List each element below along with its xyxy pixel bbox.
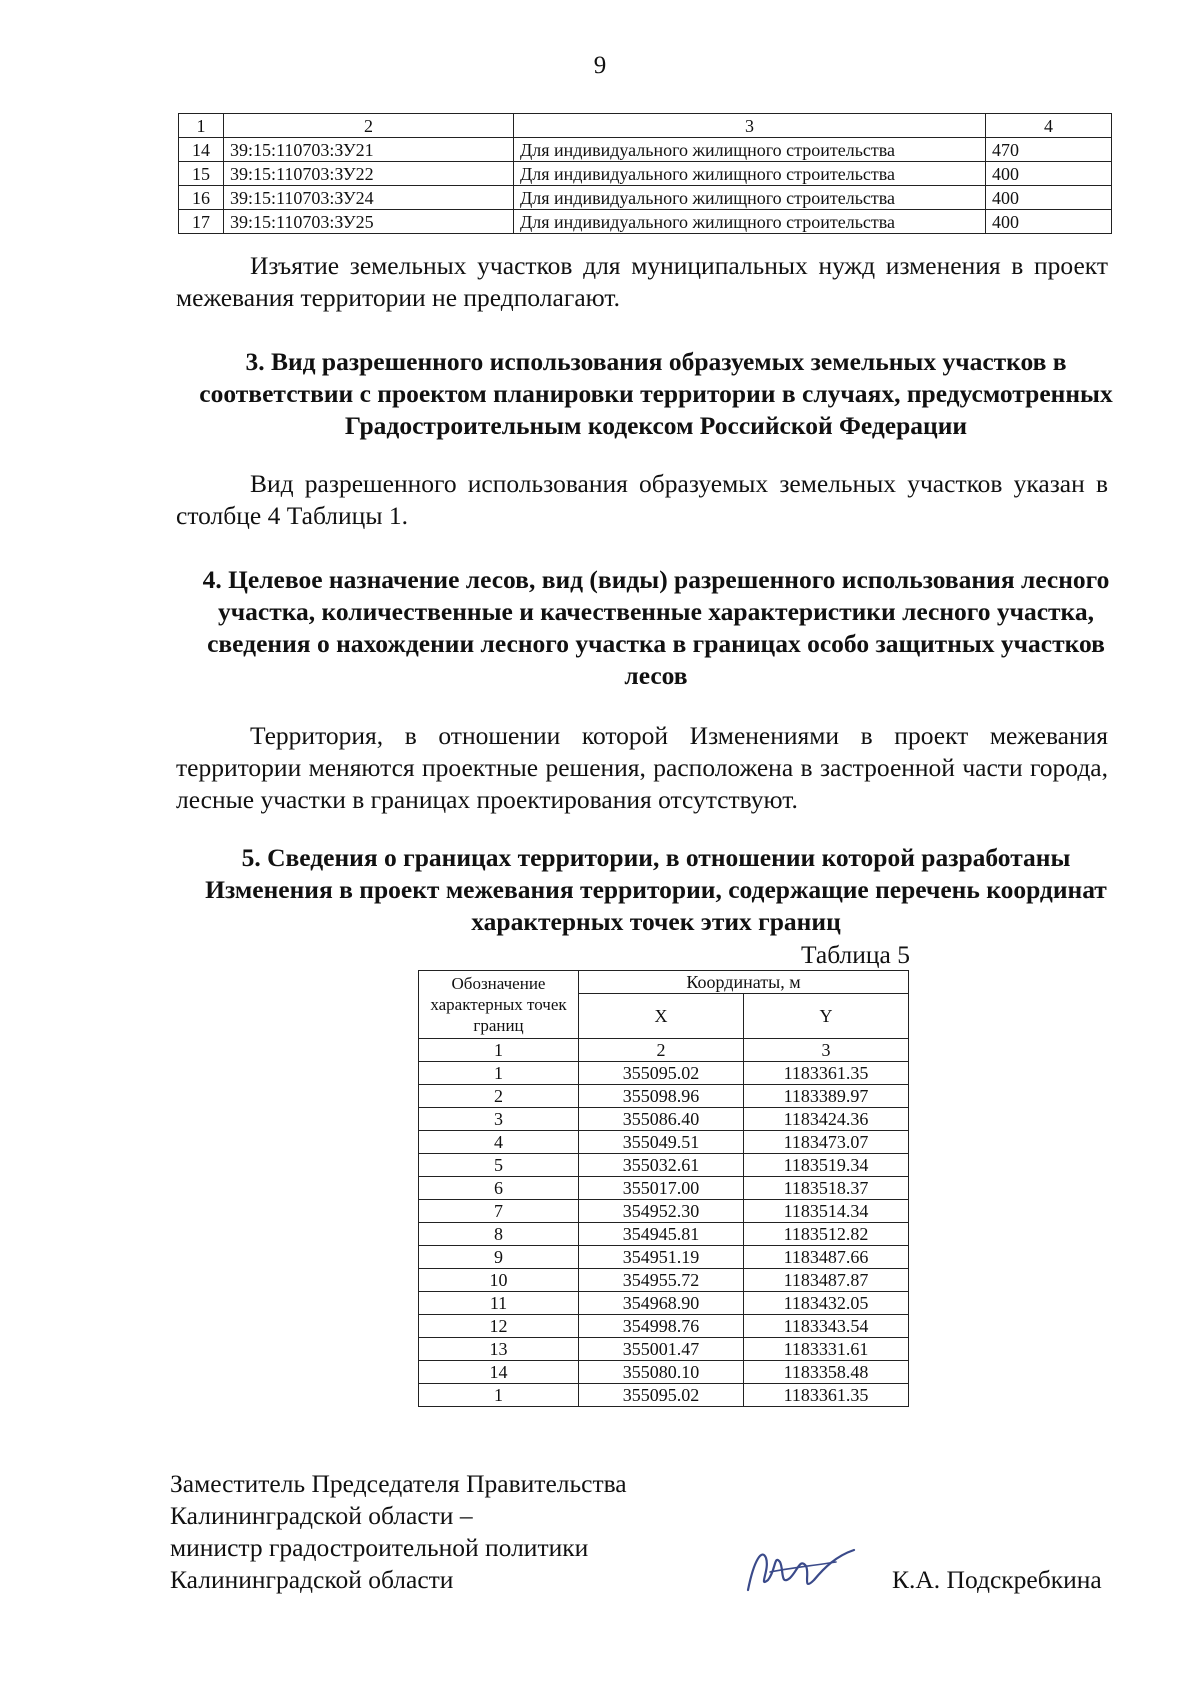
table-row <box>419 1292 909 1315</box>
point-cell: 9 <box>419 1246 579 1269</box>
y-cell: 1183424.36 <box>744 1108 909 1131</box>
table-header-row <box>179 114 1112 138</box>
position-line: Заместитель Председателя Правительства <box>170 1469 627 1498</box>
table-row <box>419 1062 909 1085</box>
header-cell: 2 <box>224 114 514 138</box>
handwritten-signature <box>740 1540 860 1600</box>
x-cell: 355095.02 <box>579 1384 744 1407</box>
x-cell: 354951.19 <box>579 1246 744 1269</box>
table-cell: Для индивидуального жилищного строительства <box>514 138 986 162</box>
table-cell: 14 <box>179 138 224 162</box>
col-number: 1 <box>419 1039 579 1062</box>
y-cell: 1183518.37 <box>744 1177 909 1200</box>
y-cell: 1183512.82 <box>744 1223 909 1246</box>
point-cell: 7 <box>419 1200 579 1223</box>
coordinates-table <box>418 970 909 1407</box>
point-cell: 4 <box>419 1131 579 1154</box>
section4-title: 4. Целевое назначение лесов, вид (виды) разрешенного использования лесного участка, количественные и качественные характеристики лесного участка, сведения о нахождении лесного участка в границах особо защитных участков лесов <box>202 565 1110 690</box>
table-row <box>419 1223 909 1246</box>
header-cell: 3 <box>514 114 986 138</box>
table-cell: 39:15:110703:ЗУ21 <box>224 138 514 162</box>
point-cell: 13 <box>419 1338 579 1361</box>
signatory-position <box>170 1468 627 1596</box>
header-cell: 4 <box>986 114 1112 138</box>
point-cell: 11 <box>419 1292 579 1315</box>
y-cell: 1183343.54 <box>744 1315 909 1338</box>
point-cell: 6 <box>419 1177 579 1200</box>
page-number: 9 <box>593 52 607 79</box>
point-cell: 3 <box>419 1108 579 1131</box>
table-cell: Для индивидуального жилищного строительства <box>514 186 986 210</box>
y-cell: 1183514.34 <box>744 1200 909 1223</box>
table-cell: 470 <box>986 138 1112 162</box>
y-cell: 1183358.48 <box>744 1361 909 1384</box>
position-line: министр градостроительной политики <box>170 1533 589 1562</box>
table-cell: 400 <box>986 186 1112 210</box>
y-cell: 1183519.34 <box>744 1154 909 1177</box>
x-cell: 354968.90 <box>579 1292 744 1315</box>
table-cell: 17 <box>179 210 224 234</box>
x-cell: 355032.61 <box>579 1154 744 1177</box>
table-row <box>419 1338 909 1361</box>
point-cell: 12 <box>419 1315 579 1338</box>
header-cell: 1 <box>179 114 224 138</box>
x-cell: 355098.96 <box>579 1085 744 1108</box>
point-cell: 8 <box>419 1223 579 1246</box>
point-cell: 10 <box>419 1269 579 1292</box>
x-cell: 355049.51 <box>579 1131 744 1154</box>
table-row <box>419 1108 909 1131</box>
col-coords-header: Координаты, м <box>579 971 909 994</box>
x-cell: 354998.76 <box>579 1315 744 1338</box>
position-line: Калининградской области – <box>170 1501 473 1530</box>
table-row <box>419 1384 909 1407</box>
section4-text: Территория, в отношении которой Изменениями в проект межевания территории меняются проектные решения, расположена в застроенной части города, лесные участки в границах проектирования отсутствуют. <box>176 721 1108 814</box>
point-cell: 1 <box>419 1384 579 1407</box>
table5-caption: Таблица 5 <box>800 940 910 969</box>
table-row <box>419 1177 909 1200</box>
table-cell: 400 <box>986 210 1112 234</box>
paragraph-withdrawal: Изъятие земельных участков для муниципальных нужд изменения в проект межевания территории не предполагают. <box>176 251 1108 312</box>
section3-text: Вид разрешенного использования образуемых земельных участков указан в столбце 4 Таблицы 1. <box>176 469 1108 530</box>
table-row <box>179 210 1112 234</box>
col-number: 3 <box>744 1039 909 1062</box>
col-y-header: Y <box>744 994 909 1039</box>
table-row <box>419 1361 909 1384</box>
table-row <box>419 1085 909 1108</box>
section3-title: 3. Вид разрешенного использования образуемых земельных участков в соответствии с проектом планировки территории в случаях, предусмотренных Градостроительным кодексом Российской Федерации <box>199 347 1113 440</box>
table-row <box>419 1246 909 1269</box>
y-cell: 1183361.35 <box>744 1062 909 1085</box>
table-row <box>419 1315 909 1338</box>
table-cell: 39:15:110703:ЗУ22 <box>224 162 514 186</box>
point-cell: 5 <box>419 1154 579 1177</box>
table-cell: 15 <box>179 162 224 186</box>
y-cell: 1183361.35 <box>744 1384 909 1407</box>
land-plots-table <box>178 113 1112 234</box>
table-cell: Для индивидуального жилищного строительства <box>514 210 986 234</box>
x-cell: 355095.02 <box>579 1062 744 1085</box>
y-cell: 1183389.97 <box>744 1085 909 1108</box>
table-cell: 39:15:110703:ЗУ25 <box>224 210 514 234</box>
y-cell: 1183487.66 <box>744 1246 909 1269</box>
table-row <box>179 138 1112 162</box>
signatory-name: К.А. Подскребкина <box>892 1565 1102 1594</box>
x-cell: 355086.40 <box>579 1108 744 1131</box>
x-cell: 354945.81 <box>579 1223 744 1246</box>
col-number: 2 <box>579 1039 744 1062</box>
x-cell: 354955.72 <box>579 1269 744 1292</box>
point-cell: 1 <box>419 1062 579 1085</box>
y-cell: 1183432.05 <box>744 1292 909 1315</box>
table-row <box>419 1154 909 1177</box>
x-cell: 355001.47 <box>579 1338 744 1361</box>
table-cell: 16 <box>179 186 224 210</box>
x-cell: 355080.10 <box>579 1361 744 1384</box>
y-cell: 1183473.07 <box>744 1131 909 1154</box>
table-row <box>419 1131 909 1154</box>
col-point-header: Обозначение характерных точек границ <box>419 971 579 1039</box>
x-cell: 354952.30 <box>579 1200 744 1223</box>
y-cell: 1183487.87 <box>744 1269 909 1292</box>
table-cell: Для индивидуального жилищного строительства <box>514 162 986 186</box>
table-row <box>419 1200 909 1223</box>
x-cell: 355017.00 <box>579 1177 744 1200</box>
table-row <box>419 1269 909 1292</box>
table-row <box>179 162 1112 186</box>
position-line: Калининградской области <box>170 1565 454 1594</box>
point-cell: 2 <box>419 1085 579 1108</box>
table-row <box>179 186 1112 210</box>
table-cell: 39:15:110703:ЗУ24 <box>224 186 514 210</box>
y-cell: 1183331.61 <box>744 1338 909 1361</box>
section5-title: 5. Сведения о границах территории, в отношении которой разработаны Изменения в проект межевания территории, содержащие перечень координат характерных точек этих границ <box>205 843 1107 936</box>
point-cell: 14 <box>419 1361 579 1384</box>
table-cell: 400 <box>986 162 1112 186</box>
col-x-header: X <box>579 994 744 1039</box>
